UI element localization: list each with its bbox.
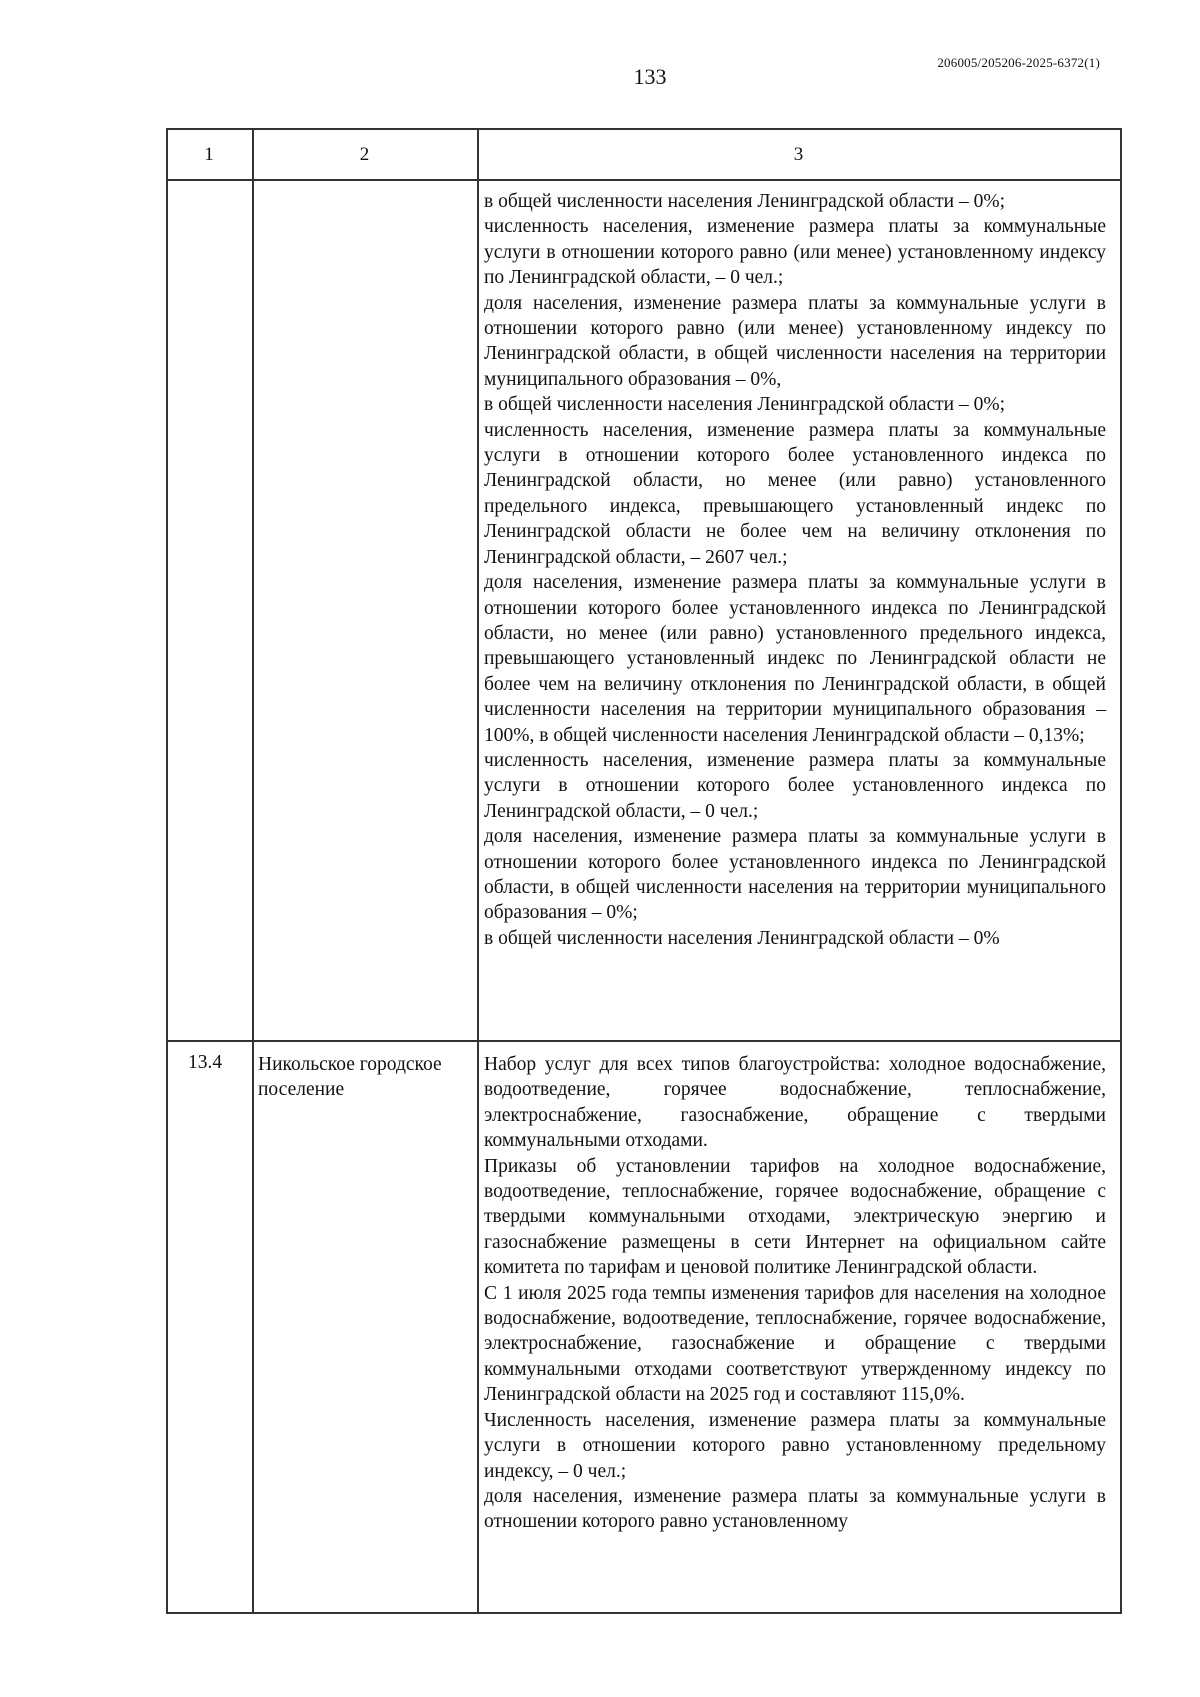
- table-border-top: [166, 128, 1122, 130]
- cell-paragraph: Численность населения, изменение размера платы за коммунальные услуги в отношении которого равно установленному предельному индексу, – 0 чел.;: [484, 1409, 1106, 1482]
- cell-paragraph: численность населения, изменение размера платы за коммунальные услуги в отношении которого более установленного индекса по Ленинградской области, но менее (или равно) установленного предельного индекса, превышающего установленный индекс по Ленинградской области не более чем на величину отклонения по Ленинградской области, – 2607 чел.;: [484, 419, 1106, 568]
- column-header-2: 2: [359, 144, 370, 165]
- cell-paragraph: доля населения, изменение размера платы за коммунальные услуги в отношении которого более установленного индекса по Ленинградской области, но менее (или равно) установленного предельного индекса, превышающего установленный индекс по Ленинградской области не более чем на величину отклонения по Ленинградской области, в общей численности населения на территории муниципального образования – 100%, в общей численности населения Ленинградской области – 0,13%;: [484, 572, 1106, 746]
- cell-paragraph: в общей численности населения Ленинградской области – 0%;: [484, 191, 1006, 212]
- cell-paragraph: в общей численности населения Ленинградской области – 0%: [484, 927, 1000, 949]
- column-divider-2: [477, 128, 479, 1613]
- table-border-left: [166, 128, 168, 1613]
- header-row-divider: [166, 179, 1122, 181]
- column-header-1: 1: [204, 144, 214, 165]
- cell-paragraph: численность населения, изменение размера платы за коммунальные услуги в отношении которого более установленного индекса по Ленинградской области, – 0 чел.;: [484, 749, 1106, 822]
- cell-paragraph: в общей численности населения Ленинградской области – 0%;: [484, 394, 1006, 416]
- page-number: 133: [633, 64, 667, 89]
- document-code: 206005/205206-2025-6372(1): [937, 55, 1100, 70]
- row-description-cell: [484, 1052, 1106, 1535]
- cell-paragraph: доля населения, изменение размера платы за коммунальные услуги в отношении которого равно установленному: [484, 1485, 1106, 1533]
- cell-paragraph: доля населения, изменение размера платы за коммунальные услуги в отношении которого более установленного индекса по Ленинградской области, в общей численности населения на территории муниципального образования – 0%;: [484, 826, 1106, 924]
- municipality-name: Никольское городское поселение: [258, 1054, 442, 1101]
- row-number: 13.4: [188, 1052, 223, 1073]
- cell-paragraph: Набор услуг для всех типов благоустройства: холодное водоснабжение, водоотведение, горячее водоснабжение, теплоснабжение, электроснабжение, газоснабжение, обращение с твердыми коммунальными отходами.: [484, 1054, 1106, 1152]
- cell-paragraph: Приказы об установлении тарифов на холодное водоснабжение, водоотведение, теплоснабжение, горячее водоснабжение, обращение с твердыми коммунальными отходами, электрическую энергию и газоснабжение размещены в сети Интернет на официальном сайте комитета по тарифам и ценовой политике Ленинградской области.: [484, 1155, 1106, 1279]
- table-border-right: [1120, 128, 1122, 1613]
- column-divider-1: [252, 128, 254, 1613]
- table-border-bottom: [166, 1612, 1122, 1614]
- continuation-cell: [484, 189, 1106, 951]
- cell-paragraph: доля населения, изменение размера платы за коммунальные услуги в отношении которого равно (или менее) установленному индексу по Ленинградской области, в общей численности населения на территории муниципального образования – 0%,: [484, 292, 1106, 390]
- cell-paragraph: С 1 июля 2025 года темпы изменения тарифов для населения на холодное водоснабжение, водоотведение, теплоснабжение, горячее водоснабжение, электроснабжение, газоснабжение и обращение с твердыми коммунальными отходами соответствуют утвержденному индексу по Ленинградской области на 2025 год и составляют 115,0%.: [484, 1282, 1106, 1406]
- cell-paragraph: численность населения, изменение размера платы за коммунальные услуги в отношении которого равно (или менее) установленному индексу по Ленинградской области, – 0 чел.;: [484, 216, 1106, 289]
- column-header-3: 3: [793, 144, 804, 165]
- row-divider: [166, 1040, 1122, 1042]
